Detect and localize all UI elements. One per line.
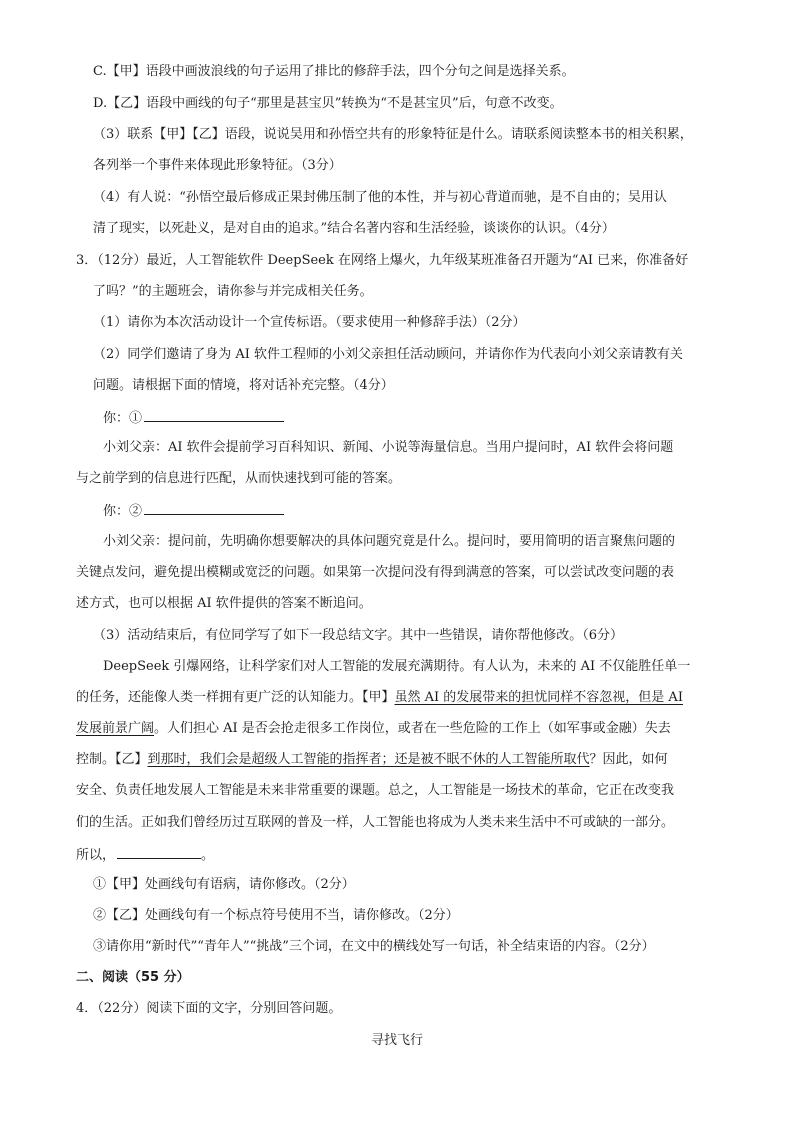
summary-line2 <box>76 688 683 708</box>
q3-sub2-text-1: （2）同学们邀请了身为 AI 软件工程师的小刘父亲担任活动顾问，并请你作为代表向小刘父亲请教有关 <box>93 347 684 362</box>
summary-text-6: 们的生活。正如我们曾经历过互联网的普及一样，人工智能也将成为人类未来生活中不可或缺的一部分。 <box>76 815 675 830</box>
dad-1-text-1: 小刘父亲：AI 软件会提前学习百科知识、新闻、小说等海量信息。当用户提问时，AI 软件会将问题 <box>103 440 674 455</box>
task-1 <box>93 875 355 895</box>
summary-text-7b: 。 <box>201 848 215 863</box>
q3-sub2-line2 <box>93 376 394 396</box>
q3-stem-text-2: 了吗？”的主题班会，请你参与并完成相关任务。 <box>93 284 373 299</box>
summary-line3 <box>76 719 671 739</box>
passage-title-text: 寻找飞行 <box>370 1033 423 1048</box>
q4-stem <box>76 999 341 1019</box>
q2-sub3-line1 <box>93 125 693 145</box>
option-c-text: C.【甲】语段中画波浪线的句子运用了排比的修辞手法，四个分句之间是选择关系。 <box>93 64 575 79</box>
answer-blank-1[interactable] <box>144 407 284 422</box>
summary-text-7a: 所以， <box>76 848 116 863</box>
dad-2-text-3: 述方式，也可以根据 AI 软件提供的答案不断追问。 <box>76 596 372 611</box>
underlined-sentence-yi: 到那时，我们会是超级人工智能的指挥者；还是被不眠不休的人工智能所取代 <box>147 752 590 767</box>
q2-sub4-line1 <box>93 188 667 208</box>
section-heading <box>76 968 190 988</box>
q3-stem-line1 <box>76 251 688 271</box>
q3-stem-text-1: 3．（12分）最近，人工智能软件 DeepSeek 在网络上爆火，九年级某班准备召开题为“AI 已来，你准备好 <box>76 253 689 268</box>
q3-sub2-line1 <box>93 345 683 365</box>
q2-sub3-text-2: 各列举一个事件来体现此形象特征。（3分） <box>93 158 342 173</box>
closing-sentence-blank[interactable] <box>117 844 201 859</box>
q2-sub3-text-1: （3）联系【甲】【乙】语段，说说吴用和孙悟空共有的形象特征是什么。请联系阅读整本书的相关积累， <box>93 127 693 142</box>
you-1-label: 你：① <box>103 411 143 426</box>
passage-title <box>0 1031 794 1051</box>
option-c <box>93 62 575 82</box>
dad-2-text-1: 小刘父亲：提问前，先明确你想要解决的具体问题究竟是什么。提问时，要用简明的语言聚焦问题的 <box>103 534 676 549</box>
section-heading-text: 二、阅读（55 分） <box>76 970 190 985</box>
dad-2-text-2: 关键点发问，避免提出模糊或宽泛的问题。如果第一次提问没有得到满意的答案，可以尝试改变问题的表 <box>76 565 675 580</box>
summary-line4 <box>76 750 668 770</box>
dialogue-dad-2-line3 <box>76 594 372 614</box>
q3-sub3 <box>93 626 623 646</box>
summary-line1 <box>103 657 690 677</box>
q3-sub1 <box>93 313 526 333</box>
dialogue-you-1 <box>103 407 284 427</box>
summary-text-4c: ？因此，如何 <box>589 752 668 767</box>
q2-sub3-line2 <box>93 156 342 176</box>
task-1-text: ①【甲】处画线句有语病，请你修改。（2分） <box>93 877 355 892</box>
q3-sub1-text: （1）请你为本次活动设计一个宣传标语。（要求使用一种修辞手法）（2分） <box>93 315 526 330</box>
summary-line7 <box>76 844 214 864</box>
dialogue-dad-1-line1 <box>103 438 673 458</box>
task-2-text: ②【乙】处画线句有一个标点符号使用不当，请你修改。（2分） <box>93 908 459 923</box>
answer-blank-2[interactable] <box>144 500 284 515</box>
q4-stem-text: 4．（22分）阅读下面的文字，分别回答问题。 <box>76 1001 342 1016</box>
task-3-text: ③请你用“新时代”“青年人”“挑战”三个词，在文中的横线处写一句话，补全结束语的内容。（2分） <box>93 939 655 954</box>
underlined-sentence-jia-part2: 发展前景广阔 <box>76 721 155 736</box>
dialogue-dad-2-line2 <box>76 563 674 583</box>
q3-sub3-text: （3）活动结束后，有位同学写了如下一段总结文字。其中一些错误，请你帮他修改。（6分） <box>93 628 624 643</box>
dialogue-dad-1-line2 <box>76 469 401 489</box>
you-2-label: 你：② <box>103 504 143 519</box>
summary-text-2a: 的任务，还能像人类一样拥有更广泛的认知能力。【甲】 <box>76 690 395 705</box>
dialogue-you-2 <box>103 500 284 520</box>
q3-sub2-text-2: 问题。请根据下面的情境，将对话补充完整。（4分） <box>93 378 394 393</box>
dad-1-text-2: 与之前学到的信息进行匹配，从而快速找到可能的答案。 <box>76 471 402 486</box>
summary-line6 <box>76 813 674 833</box>
option-d <box>93 94 563 114</box>
summary-text-4a: 控制。【乙】 <box>76 752 148 767</box>
summary-text-5: 安全、负责任地发展人工智能是未来非常重要的课题。总之，人工智能是一场技术的革命，它正在改变我 <box>76 783 675 798</box>
task-3 <box>93 937 655 957</box>
q2-sub4-text-2: 清了现实，以死赴义，是对自由的追求。”结合名著内容和生活经验，谈谈你的认识。（4分） <box>93 221 615 236</box>
q3-stem-line2 <box>93 282 373 302</box>
summary-text-1: DeepSeek 引爆网络，让科学家们对人工智能的发展充满期待。有人认为，未来的 AI 不仅能胜任单一 <box>103 659 691 674</box>
dialogue-dad-2-line1 <box>103 532 675 552</box>
summary-text-3b: 。人们担心 AI 是否会抢走很多工作岗位，或者在一些危险的工作上（如军事或金融）失去 <box>154 721 671 736</box>
underlined-sentence-jia-part1: 虽然 AI 的发展带来的担忧同样不容忽视，但是 AI <box>394 690 683 705</box>
q2-sub4-line2 <box>93 219 615 239</box>
task-2 <box>93 906 459 926</box>
q2-sub4-text-1: （4）有人说：“孙悟空最后修成正果封佛压制了他的本性，并与初心背道而驰，是不自由的；吴用认 <box>93 190 667 205</box>
option-d-text: D.【乙】语段中画线的句子“那里是甚宝贝”转换为“不是甚宝贝”后，句意不改变。 <box>93 96 563 111</box>
summary-line5 <box>76 781 674 801</box>
